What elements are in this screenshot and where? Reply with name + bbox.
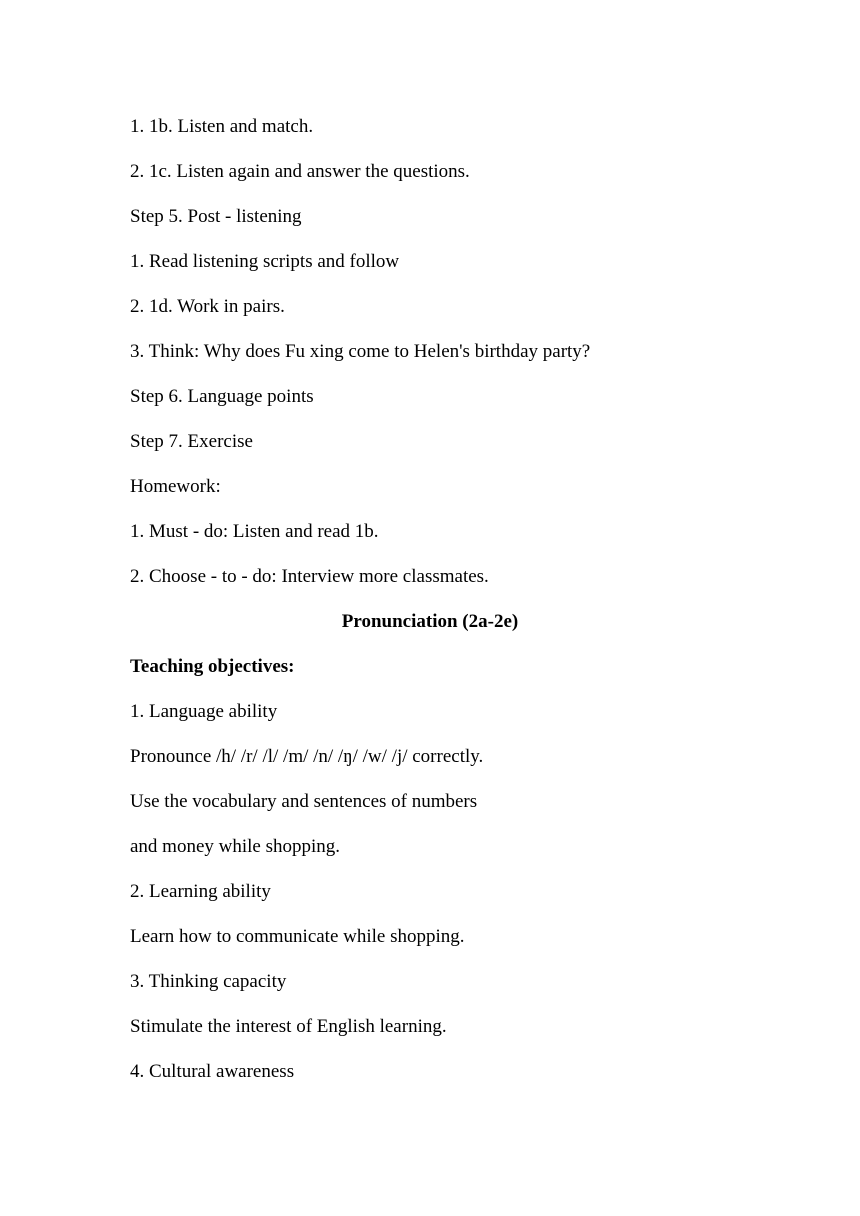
objective-pronunciation: Pronounce /h/ /r/ /l/ /m/ /n/ /ŋ/ /w/ /j/ correctly. — [130, 746, 484, 767]
step-line-1c: 2. 1c. Listen again and answer the questions. — [130, 161, 470, 182]
step-5-heading: Step 5. Post - listening — [130, 206, 302, 227]
step-line-1b: 1. 1b. Listen and match. — [130, 116, 314, 137]
objective-vocabulary: Use the vocabulary and sentences of numbers — [130, 791, 478, 812]
objectives-heading: Teaching objectives: — [130, 656, 295, 677]
objective-cultural-awareness: 4. Cultural awareness — [130, 1061, 295, 1082]
objective-learning-ability: 2. Learning ability — [130, 881, 271, 902]
homework-item-1: 1. Must - do: Listen and read 1b. — [130, 521, 379, 542]
objective-communication: Learn how to communicate while shopping. — [130, 926, 465, 947]
post-listening-item-3: 3. Think: Why does Fu xing come to Helen's birthday party? — [130, 341, 591, 362]
homework-heading: Homework: — [130, 476, 221, 497]
post-listening-item-1: 1. Read listening scripts and follow — [130, 251, 400, 272]
objective-language-ability: 1. Language ability — [130, 701, 278, 722]
section-title: Pronunciation (2a-2e) — [341, 611, 519, 632]
objective-interest: Stimulate the interest of English learning. — [130, 1016, 447, 1037]
objective-vocabulary-continued: and money while shopping. — [130, 836, 341, 857]
step-7-heading: Step 7. Exercise — [130, 431, 253, 452]
homework-item-2: 2. Choose - to - do: Interview more classmates. — [130, 566, 489, 587]
step-6-heading: Step 6. Language points — [130, 386, 314, 407]
post-listening-item-2: 2. 1d. Work in pairs. — [130, 296, 285, 317]
objective-thinking-capacity: 3. Thinking capacity — [130, 971, 287, 992]
